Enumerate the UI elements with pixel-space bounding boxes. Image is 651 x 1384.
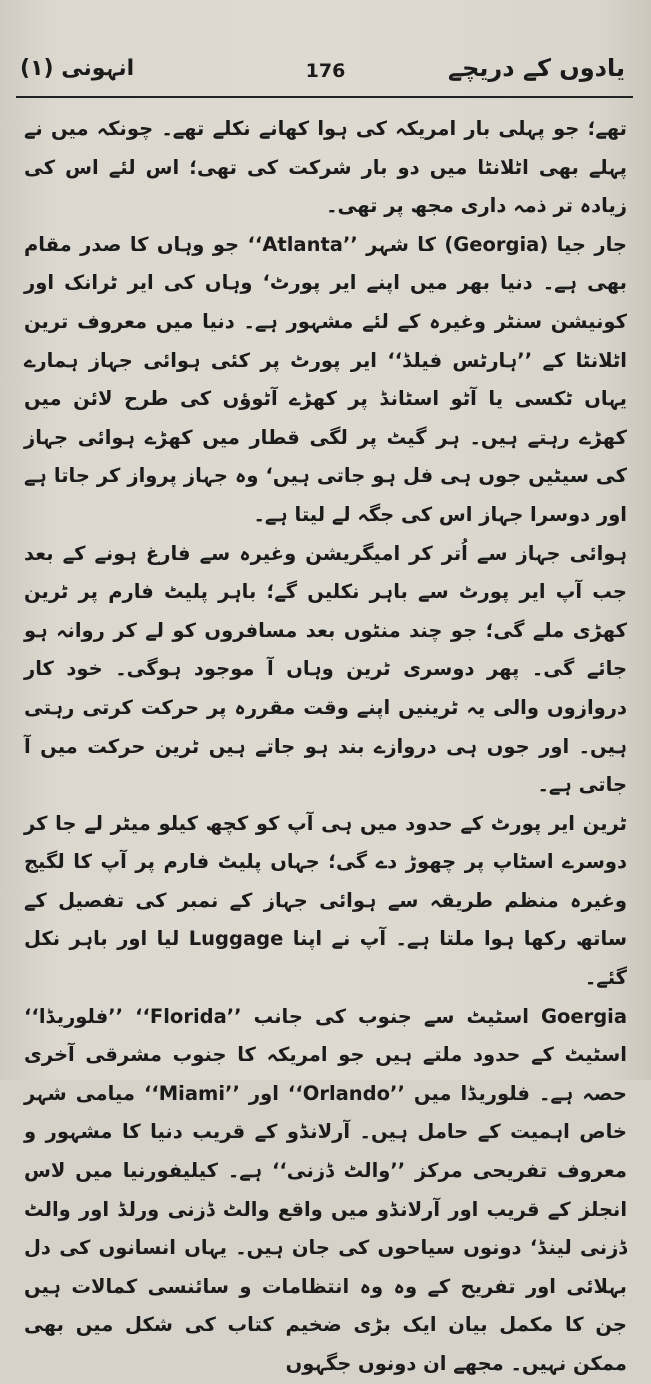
book-title: یادوں کے دریچے (448, 54, 625, 82)
page-header (20, 52, 631, 94)
header-divider (16, 96, 633, 98)
paragraph-3: ہوائی جہاز سے اُتر کر امیگریشن وغیرہ سے فارغ ہونے کے بعد جب آپ ایر پورٹ سے باہر نکلیں گے؛ باہر پلیٹ فارم پر ٹرین کھڑی ملے گی؛ جو چند منٹوں بعد مسافروں کو لے کر روانہ ہو جائے گی۔ پھر دوسری ٹرین وہاں آ موجود ہوگی۔ خود کار دروازوں والی یہ ٹرینیں اپنے وقت مقررہ پر حرکت کرتی رہتی ہیں۔ اور جوں ہی دروازے بند ہو جاتے ہیں ٹرین حرکت میں آ جاتی ہے۔ (24, 541, 627, 797)
paragraph-5: Goergia اسٹیٹ سے جنوب کی جانب ’’Florida‘‘ ’’فلوریڈا‘‘ اسٹیٹ کے حدود ملتے ہیں جو امریکہ کا جنوب مشرقی آخری حصہ ہے۔ فلوریڈا میں ’’Orlando‘‘ اور ’’Miami‘‘ میامی شہر خاص اہمیت کے حامل ہیں۔ آرلانڈو کے قریب دنیا کا مشہور و معروف تفریحی مرکز ’’والٹ ڈزنی‘‘ ہے۔ کیلیفورنیا میں لاس انجلز کے قریب اور آرلانڈو میں واقع والٹ ڈزنی ورلڈ اور والٹ ڈزنی لینڈ‘ دونوں سیاحوں کی جان ہیں۔ یہاں انسانوں کی دل بہلائی اور تفریح کے وہ وہ انتظامات و سائنسی کمالات ہیں جن کا مکمل بیان ایک بڑی ضخیم کتاب کی شکل میں بھی ممکن نہیں۔ مجھے ان دونوں جگہوں (24, 1004, 627, 1375)
paragraph-2: جار جیا (Georgia) کا شہر ’’Atlanta‘‘ جو وہاں کا صدر مقام بھی ہے۔ دنیا بھر میں اپنے ایر پورٹ‘ وہاں کی ایر ٹرانک اور کونیشن سنٹر وغیرہ کے لئے مشہور ہے۔ دنیا میں معروف ترین اٹلانٹا کے ’’ہارٹس فیلڈ‘‘ ایر پورٹ پر کئی ہوائی جہاز ہمارے یہاں ٹکسی یا آٹو اسٹانڈ پر کھڑے آٹوؤں کی طرح لائن میں کھڑے رہتے ہیں۔ ہر گیٹ پر لگی قطار میں کھڑے ہوائی جہاز کی سیٹیں جوں ہی فل ہو جاتی ہیں‘ وہ جہاز پرواز کر جاتا ہے اور دوسرا جہاز اس کی جگہ لے لیتا ہے۔ (24, 232, 627, 526)
paragraph-4: ٹرین ایر پورٹ کے حدود میں ہی آپ کو کچھ کیلو میٹر لے جا کر دوسرے اسٹاپ پر چھوڑ دے گی؛ جہاں پلیٹ فارم پر آپ کا لگیج وغیرہ منظم طریقہ سے ہوائی جہاز کے نمبر کی تفصیل کے ساتھ رکھا ہوا ملتا ہے۔ آپ نے اپنا Luggage لیا اور باہر نکل گئے۔ (24, 811, 627, 990)
chapter-title: انہونی (۱) (20, 56, 135, 81)
page-number: 176 (305, 60, 346, 82)
paragraph-1: تھے؛ جو پہلی بار امریکہ کی ہوا کھانے نکلے تھے۔ چونکہ میں نے پہلے بھی اٹلانٹا میں دو بار شرکت کی تھی؛ اس لئے اس کی زیادہ تر ذمہ داری مجھ پر تھی۔ (24, 117, 627, 218)
page-body (24, 110, 627, 1375)
